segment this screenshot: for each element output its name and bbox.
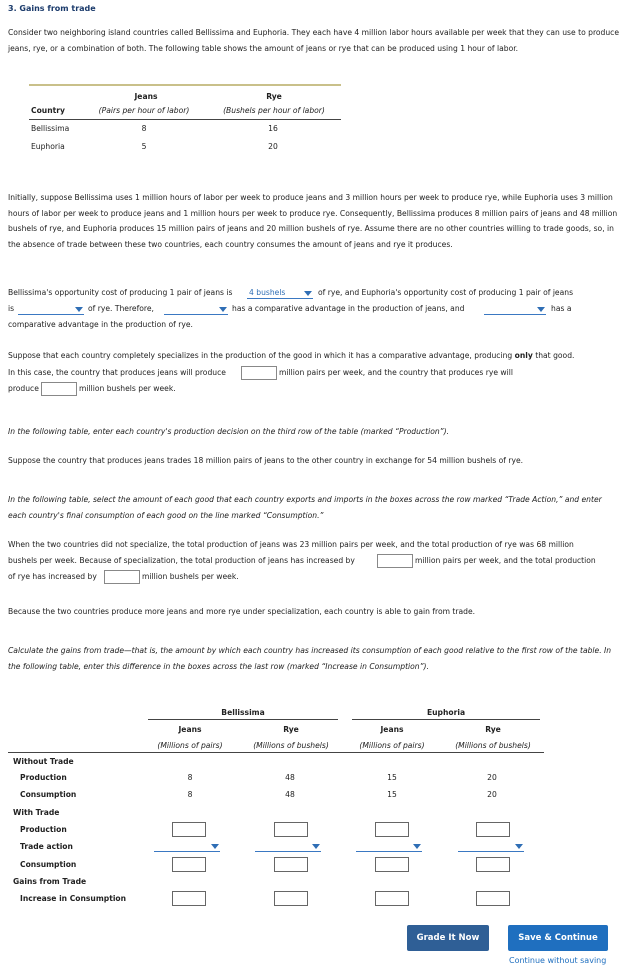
consumption-label: Consumption [20, 790, 77, 799]
table-row [29, 138, 341, 156]
header-divider [352, 719, 540, 720]
rye-increase-input[interactable] [104, 570, 140, 584]
opp-text-3: is [8, 304, 15, 313]
country-name: Bellissima [31, 124, 70, 133]
col-rye-header: Rye [266, 92, 282, 101]
bel-rye-unit: (Millions of bushels) [253, 741, 329, 750]
total-text-3: million pairs per week, and the total production [415, 556, 596, 565]
save-continue-button[interactable]: Save & Continue [508, 925, 608, 951]
cell-value: 20 [487, 790, 497, 799]
eup-jeans-trade-dropdown[interactable] [356, 841, 422, 852]
bel-jeans-trade-dropdown[interactable] [154, 841, 220, 852]
jeans-value: 8 [141, 124, 147, 133]
chevron-down-icon [537, 307, 545, 312]
euphoria-header: Euphoria [426, 708, 466, 717]
jeans-specialization-input[interactable] [241, 366, 277, 380]
instruction-2: In the following table, select the amount of each good that each country exports and imports in the boxes across the row marked “Trade Action,” and enter each country's final consumption of each good on the line marked “Consumption.” [8, 495, 602, 520]
bel-jeans-increase-input[interactable] [172, 891, 206, 906]
chevron-down-icon [312, 844, 320, 849]
instruction-3: Calculate the gains from trade—that is, the amount by which each country has increased its consumption of each good relative to the first row of the table. In the following table, enter this difference in the boxes across the last row (marked “Increase in Consumption”). [8, 646, 612, 671]
chevron-down-icon [413, 844, 421, 849]
rye-value: 16 [268, 124, 278, 133]
cell-value: 15 [387, 773, 397, 782]
chevron-down-icon [515, 844, 523, 849]
chevron-down-icon [211, 844, 219, 849]
gains-from-trade-label: Gains from Trade [13, 877, 87, 886]
eup-jeans-unit: (Millions of pairs) [359, 741, 425, 750]
special-text-3: million pairs per week, and the country that produces rye will [279, 368, 513, 377]
cell-value: 8 [187, 773, 193, 782]
cell-value: 15 [387, 790, 397, 799]
continue-without-saving-link[interactable]: Continue without saving [509, 956, 607, 965]
special-text-4: produce [8, 384, 39, 393]
total-text-5: million bushels per week. [142, 572, 239, 581]
col-country-header: Country [31, 106, 65, 115]
productivity-table [29, 84, 341, 156]
production-label: Production [20, 773, 67, 782]
table-header-rule [8, 752, 544, 753]
eup-jeans-header: Jeans [380, 725, 404, 734]
jeans-advantage-dropdown[interactable] [164, 304, 228, 315]
with-trade-label: With Trade [13, 808, 60, 817]
trade-paragraph: Suppose the country that produces jeans trades 18 million pairs of jeans to the other country in exchange for 54 million bushels of rye. [8, 456, 524, 465]
special-text-1: Suppose that each country completely specializes in the production of the good in which it has a comparative advantage, producing only that good. [8, 351, 575, 360]
rye-advantage-dropdown[interactable] [484, 304, 546, 315]
table-row [29, 120, 341, 138]
eup-jeans-consumption-input[interactable] [375, 857, 409, 872]
intro-paragraph: Consider two neighboring island countries called Bellissima and Euphoria. They each have 4 million labor hours available per week that they can use to produce jeans, rye, or a combination of both. The following table shows the amount of jeans or rye that can be produced using 1 hour of labor. [8, 28, 620, 53]
eup-rye-trade-dropdown[interactable] [458, 841, 524, 852]
eup-rye-consumption-input[interactable] [476, 857, 510, 872]
chevron-down-icon [219, 307, 227, 312]
bel-rye-increase-input[interactable] [274, 891, 308, 906]
rye-specialization-input[interactable] [41, 382, 77, 396]
grade-it-now-button[interactable]: Grade It Now [407, 925, 489, 951]
bel-rye-trade-dropdown[interactable] [255, 841, 321, 852]
jeans-value: 5 [141, 142, 147, 151]
jeans-increase-input[interactable] [377, 554, 413, 568]
total-text-4: of rye has increased by [8, 572, 97, 581]
opp-text-2: of rye, and Euphoria's opportunity cost of producing 1 pair of jeans [318, 288, 574, 297]
trade-action-label: Trade action [20, 842, 73, 851]
eup-rye-header: Rye [485, 725, 501, 734]
bel-jeans-unit: (Millions of pairs) [157, 741, 223, 750]
bel-rye-production-input[interactable] [274, 822, 308, 837]
bellissima-header: Bellissima [221, 708, 265, 717]
eup-rye-increase-input[interactable] [476, 891, 510, 906]
bel-rye-consumption-input[interactable] [274, 857, 308, 872]
eup-rye-production-input[interactable] [476, 822, 510, 837]
gain-paragraph: Because the two countries produce more jeans and more rye under specialization, each country is able to gain from trade. [8, 607, 476, 616]
bel-jeans-header: Jeans [178, 725, 202, 734]
opp-text-1: Bellissima's opportunity cost of producing 1 pair of jeans is [8, 288, 233, 297]
opp-text-7: comparative advantage in the production of rye. [8, 320, 193, 329]
bel-rye-header: Rye [283, 725, 299, 734]
country-name: Euphoria [31, 142, 65, 151]
total-text-2: bushels per week. Because of specialization, the total production of jeans has increased by [8, 556, 355, 565]
cell-value: 20 [487, 773, 497, 782]
opp-text-5: has a comparative advantage in the production of jeans, and [232, 304, 465, 313]
question-title: 3. Gains from trade [8, 4, 96, 13]
total-text-1: When the two countries did not specialize, the total production of jeans was 23 million pairs per week, and the total production of rye was 68 million [8, 540, 574, 549]
instruction-1: In the following table, enter each country's production decision on the third row of the table (marked “Production”). [8, 427, 449, 436]
cell-value: 8 [187, 790, 193, 799]
cell-value: 48 [285, 773, 295, 782]
eup-jeans-production-input[interactable] [375, 822, 409, 837]
chevron-down-icon [304, 291, 312, 296]
increase-label: Increase in Consumption [20, 894, 127, 903]
rye-value: 20 [268, 142, 278, 151]
consumption-label: Consumption [20, 860, 77, 869]
cell-value: 48 [285, 790, 295, 799]
header-divider [148, 719, 338, 720]
col-rye-unit: (Bushels per hour of labor) [223, 106, 325, 115]
opp-text-4: of rye. Therefore, [88, 304, 154, 313]
bel-jeans-production-input[interactable] [172, 822, 206, 837]
eup-rye-unit: (Millions of bushels) [455, 741, 531, 750]
eup-jeans-increase-input[interactable] [375, 891, 409, 906]
special-text-2: In this case, the country that produces jeans will produce [8, 368, 226, 377]
dropdown-value: 4 bushels [249, 288, 286, 297]
bellissima-opp-cost-dropdown[interactable] [247, 288, 313, 299]
bel-jeans-consumption-input[interactable] [172, 857, 206, 872]
opp-text-6: has a [551, 304, 572, 313]
initial-paragraph: Initially, suppose Bellissima uses 1 million hours of labor per week to produce jeans and 3 million hours per week to produce rye, while Euphoria uses 3 million hours of labor per week to produce jeans and 1 million hours per week to produce rye. Consequently, Bellissima produces 8 million pairs of jeans and 48 million bushels of rye, and Euphoria produces 15 million pairs of jeans and 20 million bushels of rye. Assume there are no other countries willing to trade goods, so, in the absence of trade between these two countries, each country consumes the amount of jeans and rye it produces. [8, 193, 618, 249]
col-jeans-unit: (Pairs per hour of labor) [98, 106, 190, 115]
chevron-down-icon [75, 307, 83, 312]
col-jeans-header: Jeans [134, 92, 158, 101]
euphoria-opp-cost-dropdown[interactable] [18, 304, 84, 315]
without-trade-label: Without Trade [13, 757, 74, 766]
special-text-5: million bushels per week. [79, 384, 176, 393]
production-label: Production [20, 825, 67, 834]
